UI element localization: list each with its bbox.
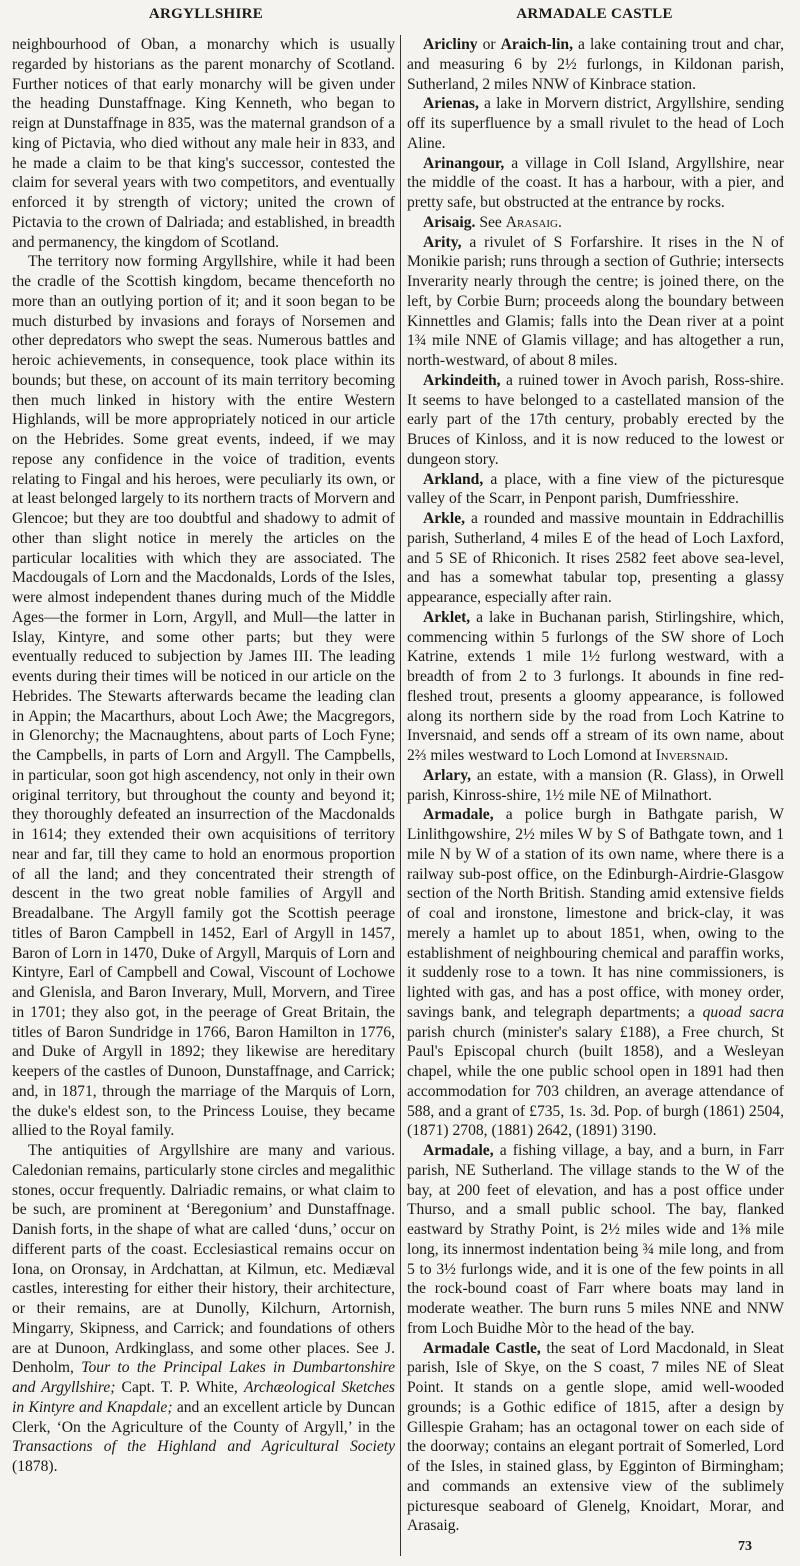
- gazetteer-entry: [407, 608, 784, 766]
- text-run: a police burgh in Bathgate parish, W Linlithgowshire, 2½ miles W by S of Bathgate town, and 1 mile N by W of a station of its own name, where there is a railway sub-post office, on the Edinburgh-Airdrie-Glasgow section of the North British. Standing amid extensive fields of coal and ironstone, limestone and brick-clay, it was merely a hamlet up to about 1851, when, owing to the establishment of neighbouring chemical and paraffin works, it suddenly rose to a town. It has nine commissioners, is lighted with gas, and has a post office, with money order, savings bank, and telegraph departments; a: [407, 806, 784, 1021]
- text-run: a place, with a fine view of the picturesque valley of the Scarr, in Penpont parish, Dumfriesshire.: [407, 470, 784, 508]
- entry-headword: Arkindeith,: [423, 371, 501, 389]
- entry-headword: Armadale Castle,: [423, 1339, 541, 1357]
- gazetteer-entry: [407, 766, 784, 806]
- gazetteer-entry: [407, 35, 784, 94]
- text-run: a ruined tower in Avoch parish, Ross-shire. It seems to have belonged to a castellated mansion of the early part of the 17th century, probably erected by the Bruces of Kinloss, and it is now reduced to the lowest or dungeon story.: [407, 371, 784, 468]
- gazetteer-entry: [407, 509, 784, 608]
- text-run: a rivulet of S Forfarshire. It rises in the N of Monikie parish; runs through a section of Guthrie; intersects Inverarity nearly through the centre; is joined there, on the left, by Corbie Burn; proceeds along the boundary between Kinnettles and Glamis; falls into the Dean river at a point 1¾ mile NNE of Glamis village; and has altogether a run, north-westward, of about 8 miles.: [407, 233, 784, 369]
- text-run: and an excellent article by Duncan Clerk, ‘On the Agriculture of the County of Argyll,’ in the: [12, 1398, 395, 1436]
- entry-headword: Armadale,: [423, 806, 494, 824]
- entry-headword: Arity,: [423, 233, 462, 251]
- text-run: See: [475, 213, 506, 231]
- text-run: a village in Coll Island, Argyllshire, near the middle of the coast. It has a harbour, with a pier, and pretty safe, but obstructed at the entrance by rocks.: [407, 154, 784, 211]
- entry-headword: Arklet,: [423, 608, 471, 626]
- text-run: the seat of Lord Macdonald, in Sleat parish, Isle of Skye, on the S coast, 7 miles NE of Sleat Point. It stands on a gentle slope, amid well-wooded grounds; is a Gothic edifice of 1815, after a design by Gillespie Graham; has an octagonal tower on each side of the doorway; contains an elegant portrait of Somerled, Lord of the Isles, in stained glass, by Egginton of Birmingham; and commands an extensive view of the sublimely picturesque seaboard of Glenelg, Knoidart, Morar, and Arasaig.: [407, 1339, 784, 1535]
- left-column: [12, 35, 400, 1477]
- text-run: Tour to the Principal Lakes in Dumbartonshire and Argyllshire;: [12, 1359, 395, 1396]
- columns: [12, 35, 789, 1556]
- text-run: Archæological Sketches in Kintyre and Knapdale;: [12, 1379, 395, 1416]
- gazetteer-entry: [407, 213, 784, 233]
- gazetteer-entry: [407, 805, 784, 1141]
- text-run: Transactions of the Highland and Agricultural Society: [12, 1438, 395, 1456]
- text-run: an estate, with a mansion (R. Glass), in Orwell parish, Kinross-shire, 1½ mile NE of Milnathort.: [407, 766, 784, 804]
- text-run: The antiquities of Argyllshire are many and various. Caledonian remains, particularly stone circles and megalithic stones, occur frequently. Dalriadic remains, or what claim to be such, are prominent at ‘Beregonium’ and Dunstaffnage. Danish forts, in the shape of what are called ‘duns,’ occur on different parts of the coast. Ecclesiastical remains occur on Iona, on Oronsay, in Ardchattan, at Kilmun, etc. Mediæval castles, interesting for either their history, their architecture, or their remains, are at Dunolly, Kilchurn, Artornish, Mingarry, Skipness, and Carrick; and foundations of others are at Dunoon, Ardkinglass, and some other places. See J. Denholm,: [12, 1142, 395, 1377]
- entry-headword: Arlary,: [423, 766, 472, 784]
- text-run: Capt. T. P. White,: [115, 1379, 244, 1396]
- gazetteer-entry: [407, 233, 784, 371]
- text-run: quoad sacra: [702, 1003, 784, 1021]
- page-number: 73: [738, 1539, 752, 1554]
- text-run: a lake in Morvern district, Argyllshire, sending off its superfluence by a small rivulet to the head of Loch Aline.: [407, 95, 784, 152]
- right-column: [400, 35, 784, 1556]
- text-run: a lake in Buchanan parish, Stirlingshire, which, commencing within 5 furlongs of the SW shore of Loch Katrine, extends 1 mile 1½ furlong westward, with a breadth of from 2 to 3 furlongs. It abounds in fine red-fleshed trout, presents a gloomy appearance, is followed along its northern side by the road from Loch Katrine to Inversnaid, and sends off a stream of its own name, about 2⅔ miles westward to Loch Lomond at: [407, 608, 784, 764]
- gazetteer-entry: [407, 94, 784, 153]
- text-run: Arasaig.: [505, 213, 562, 231]
- paragraph: [12, 1141, 395, 1477]
- entry-headword: Arkle,: [423, 510, 466, 527]
- entry-headword: Arisaig.: [423, 213, 476, 231]
- text-run: neighbourhood of Oban, a monarchy which is usually regarded by historians as the parent monarchy of Scotland. Further notices of that early monarchy will be given under the heading Dunstaffnage. King Kenneth, who began to reign at Dunstaffnage in 835, was the maternal grandson of a king of Pictavia, who died without any male heir in 833, and he made a claim to be that king's successor, contested the claim for several years with two competitors, and eventually enforced it by strength of victory; united the crown of Pictavia to the crown of Dalriada; and established, in breadth and permanency, the kingdom of Scotland.: [12, 36, 395, 251]
- right-column-text: [407, 35, 784, 1536]
- gazetteer-entry: [407, 154, 784, 213]
- text-run: a lake containing trout and char, and measuring 6 by 2½ furlongs, in Kildonan parish, Sutherland, 2 miles NNW of Kinbrace station.: [407, 36, 784, 93]
- gazetteer-entry: [407, 371, 784, 470]
- paragraph: [12, 252, 395, 1141]
- text-run: or: [477, 36, 501, 53]
- text-run: parish church (minister's salary £188), a Free church, St Paul's Episcopal church (built 1858), and a Wesleyan chapel, while the one public school open in 1891 had then accommodation for 703 children, an average attendance of 588, and a grant of £735, 1s. 3d. Pop. of burgh (1861) 2504, (1871) 2708, (1881) 2642, (1891) 3190.: [407, 1023, 784, 1140]
- running-heads: [12, 6, 789, 35]
- text-run: The territory now forming Argyllshire, while it had been the cradle of the Scottish kingdom, became thenceforth no more than an outlying portion of it; and it soon began to be much disturbed by invasions and forays of Norsemen and other depredators who swept the seas. Numerous battles and heroic achievements, in consequence, took place within its bounds; but these, on account of its main territory becoming then much linked in history with the entire Western Highlands, will be more appropriately noticed in our article on the Hebrides. Some great events, indeed, if we may repose any confidence in the voice of tradition, events relating to Fingal and his heroes, were peculiarly its own, or at least belonged largely to its northern tracts of Morvern and Glencoe; but they are too doubtful and shadowy to admit of other than slight notice in merely the articles on the particular localities with which they are associated. The Macdougals of Lorn and the Macdonalds, Lords of the Isles, were almost independent thanes during much of the Middle Ages—the former in Lorn, Argyll, and Mull—the latter in Islay, Kintyre, and some other parts; but they were eventually reduced to subjection by James III. The leading events during their times will be noticed in our article on the Hebrides. The Stewarts afterwards became the leading clan in Appin; the Macarthurs, about Loch Awe; the Macgregors, in Glenorchy; the Macnaughtens, about parts of Loch Fyne; the Campbells, in parts of Lorn and Argyll. The Campbells, in particular, soon got high ascendency, not only in their own original territory, but throughout the county and beyond it; they thoroughly defeated an insurrection of the Macdonalds in 1614; they extended their own acquisitions of territory near and far, till they came to hold an enormous proportion of all the land; and they concentrated their strength of descent in the two great noble families of Argyll and Breadalbane. The Argyll family got the Scottish peerage titles of Baron Campbell in 1452, Earl of Argyll in 1457, Baron of Lorn in 1470, Duke of Argyll, Marquis of Lorn and Kintyre, Earl of Campbell and Cowal, Viscount of Lochowe and Glenisla, and Baron Inverary, Mull, Morvern, and Tiree in 1701; they also got, in the peerage of Great Britain, the titles of Baron Sundridge in 1766, Baron Hamilton in 1776, and Duke of Argyll in 1892; they likewise are hereditary keepers of the castles of Dunoon, Dunstaffnage, and Carrick; and, in 1871, through the marriage of the Marquis of Lorn, the duke's eldest son, to the Princess Louise, they became allied to the Royal family.: [12, 253, 395, 1140]
- paragraph: [12, 35, 395, 252]
- text-run: a fishing village, a bay, and a burn, in Farr parish, NE Sutherland. The village stands to the W of the bay, at 200 feet of elevation, and has a post office under Thurso, and a small public school. The bay, flanked eastward by Strathy Point, is 2½ miles wide and 1⅜ mile long, its innermost indentation being ¾ mile long, and from 5 to 3½ furlongs wide, and it is one of the few points in all the rock-bound coast of Farr where boats may land in moderate weather. The burn runs 5 miles NNE and NNW from Loch Buidhe Mòr to the head of the bay.: [407, 1142, 784, 1337]
- entry-headword: Arinangour,: [423, 154, 505, 172]
- entry-headword: Aricliny: [423, 36, 478, 53]
- entry-headword: Armadale,: [423, 1142, 494, 1159]
- gazetteer-entry: [407, 470, 784, 510]
- running-head-left: ARGYLLSHIRE: [148, 6, 264, 22]
- entry-headword: Araich-lin,: [500, 36, 573, 53]
- text-run: Inversnaid.: [655, 747, 729, 764]
- entry-headword: Arienas,: [423, 95, 479, 113]
- text-run: (1878).: [12, 1458, 58, 1475]
- gazetteer-entry: [407, 1339, 784, 1537]
- entry-headword: Arkland,: [423, 470, 484, 488]
- running-head-right: ARMADALE CASTLE: [516, 6, 673, 22]
- gazetteer-entry: [407, 1141, 784, 1339]
- text-run: a rounded and massive mountain in Eddrachillis parish, Sutherland, 4 miles E of the head of Loch Laxford, and 5 SE of Rhiconich. It rises 2582 feet above sea-level, and has a somewhat tabular top, presenting a glassy appearance, especially after rain.: [407, 510, 784, 606]
